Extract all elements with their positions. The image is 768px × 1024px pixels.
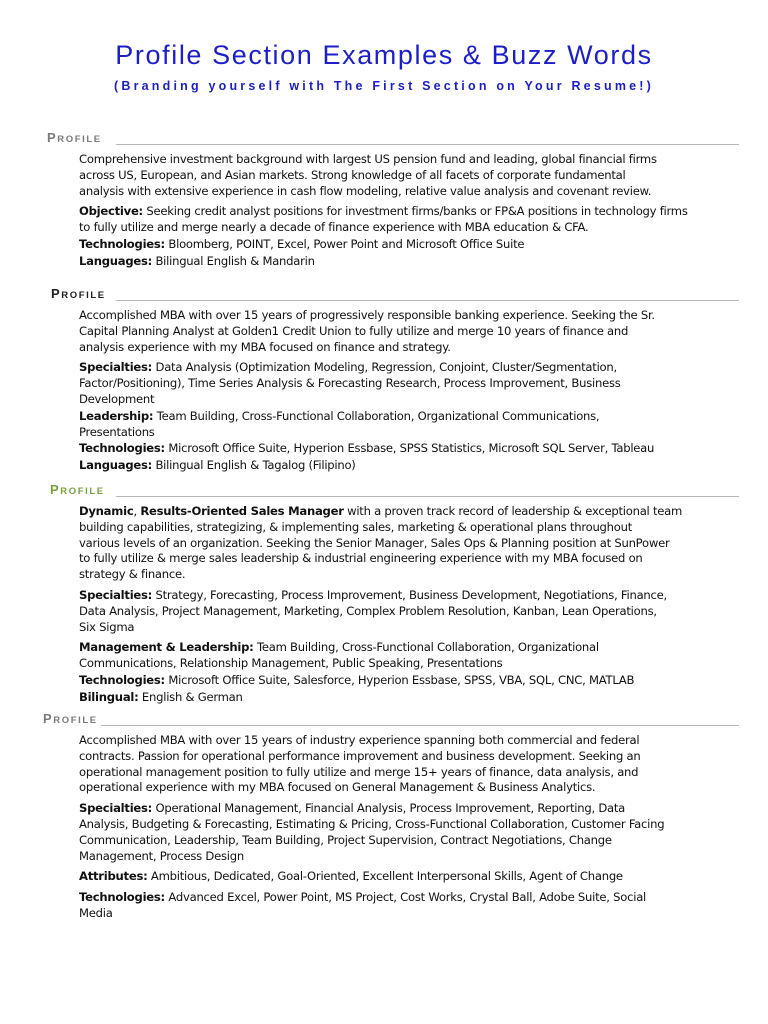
- section-body: [79, 504, 731, 706]
- profile-paragraph: [79, 504, 731, 583]
- profile-paragraph: [79, 409, 731, 441]
- text-line: [79, 817, 731, 833]
- text-content: Communication, Leadership, Team Building, Project Supervision, Contract Negotiations, Change: [79, 832, 612, 847]
- text-content: Bloomberg, POINT, Excel, Power Point and Microsoft Office Suite: [164, 236, 525, 251]
- text-content: Analysis, Budgeting & Forecasting, Estimating & Pricing, Cross-Functional Collaboration, Customer Facing: [79, 816, 665, 831]
- profile-paragraph: [79, 458, 731, 474]
- text-line: [79, 640, 731, 656]
- profile-paragraph: [79, 588, 731, 635]
- text-line: [79, 504, 731, 520]
- profile-paragraph: [79, 308, 731, 355]
- text-line: [79, 254, 731, 270]
- text-content: operational experience with my MBA focused on General Management & Business Analytics.: [79, 780, 596, 795]
- profile-paragraph: [79, 640, 731, 672]
- text-line: [79, 184, 731, 200]
- section-body: [79, 308, 731, 474]
- text-line: [79, 551, 731, 567]
- field-label: Languages:: [79, 458, 153, 473]
- section-heading-initial: P: [50, 482, 61, 497]
- text-line: [79, 588, 731, 604]
- text-content: Accomplished MBA with over 15 years of industry experience spanning both commercial and federal: [79, 733, 640, 747]
- text-line: [79, 324, 731, 340]
- text-content: to fully utilize and merge nearly a decade of finance experience with MBA education & CFA.: [79, 220, 589, 235]
- section-heading-rest: ROFILE: [60, 486, 105, 497]
- text-content: Data Analysis, Project Management, Marketing, Complex Problem Resolution, Kanban, Lean Operations,: [79, 603, 657, 618]
- text-line: [79, 441, 731, 457]
- field-label: Languages:: [79, 253, 153, 268]
- text-line: [79, 620, 731, 636]
- field-label: Objective:: [79, 204, 143, 219]
- text-content: various levels of an organization. Seeking the Senior Manager, Sales Ops & Planning position at SunPower: [79, 535, 670, 550]
- text-content: Team Building, Cross-Functional Collaboration, Organizational Communications,: [153, 408, 600, 423]
- text-line: [79, 376, 731, 392]
- text-content: strategy & finance.: [79, 567, 186, 582]
- text-line: [79, 765, 731, 781]
- profile-paragraph: [79, 869, 731, 885]
- text-line: [79, 890, 731, 906]
- text-line: [79, 392, 731, 408]
- section-heading-rest: ROFILE: [53, 715, 98, 726]
- text-line: [79, 536, 731, 552]
- text-content: Bilingual English & Mandarin: [152, 253, 315, 268]
- profile-paragraph: [79, 237, 731, 253]
- text-content: English & German: [138, 689, 243, 704]
- profile-paragraph: [79, 801, 731, 864]
- section-divider: [101, 725, 739, 726]
- field-label: Specialties:: [79, 801, 153, 816]
- text-content: analysis experience with my MBA focused on finance and strategy.: [79, 339, 451, 354]
- label-separator: ,: [133, 504, 141, 518]
- text-content: Factor/Positioning), Time Series Analysis & Forecasting Research, Process Improvement, Business: [79, 376, 621, 391]
- text-line: [79, 780, 731, 796]
- text-line: [79, 458, 731, 474]
- text-line: [79, 340, 731, 356]
- section-heading: [47, 130, 102, 145]
- text-line: [79, 567, 731, 583]
- section-heading: [51, 286, 106, 301]
- text-content: Media: [79, 905, 113, 920]
- text-content: Advanced Excel, Power Point, MS Project, Cost Works, Crystal Ball, Adobe Suite, Social: [164, 890, 647, 905]
- field-label: Specialties:: [79, 360, 153, 375]
- text-content: analysis with extensive experience in cash flow modeling, relative value analysis and covenant review.: [79, 183, 652, 198]
- text-content: Strategy, Forecasting, Process Improvement, Business Development, Negotiations, Finance,: [152, 587, 667, 602]
- text-line: [79, 360, 731, 376]
- text-line: [79, 690, 731, 706]
- text-line: [79, 168, 731, 184]
- text-line: [79, 425, 731, 441]
- text-line: [79, 604, 731, 620]
- text-content: Communications, Relationship Management, Public Speaking, Presentations: [79, 656, 503, 671]
- profile-paragraph: [79, 890, 731, 922]
- section-divider: [116, 496, 739, 497]
- text-content: Microsoft Office Suite, Salesforce, Hyperion Essbase, SPSS, VBA, SQL, CNC, MATLAB: [164, 672, 635, 687]
- profile-paragraph: [79, 204, 731, 236]
- field-label: Specialties:: [79, 587, 153, 602]
- text-content: Comprehensive investment background with largest US pension fund and leading, global financial firms: [79, 152, 657, 166]
- section-divider: [116, 144, 739, 145]
- text-line: [79, 733, 731, 749]
- text-line: [79, 520, 731, 536]
- text-content: Development: [79, 391, 155, 406]
- text-content: Ambitious, Dedicated, Goal-Oriented, Excellent Interpersonal Skills, Agent of Change: [147, 869, 623, 884]
- text-line: [79, 152, 731, 168]
- text-line: [79, 801, 731, 817]
- text-line: [79, 869, 731, 885]
- text-content: Team Building, Cross-Functional Collaboration, Organizational: [253, 640, 599, 655]
- profile-paragraph: [79, 690, 731, 706]
- page-subtitle: (Branding yourself with The First Section on Your Resume!): [113, 79, 655, 93]
- text-content: contracts. Passion for operational performance improvement and business development. Seeking an: [79, 748, 641, 763]
- text-line: [79, 673, 731, 689]
- section-heading-rest: ROFILE: [61, 290, 106, 301]
- text-line: [79, 906, 731, 922]
- text-content: Bilingual English & Tagalog (Filipino): [152, 458, 356, 473]
- section-body: [79, 152, 731, 270]
- field-label: Attributes:: [79, 869, 148, 884]
- text-line: [79, 409, 731, 425]
- section-heading-initial: P: [47, 130, 58, 145]
- text-content: across US, European, and Asian markets. Strong knowledge of all facets of corporate fundamental: [79, 167, 626, 182]
- profile-paragraph: [79, 254, 731, 270]
- section-heading: [43, 711, 98, 726]
- field-label: Technologies:: [79, 672, 165, 687]
- text-content: Capital Planning Analyst at Golden1 Credit Union to fully utilize and merge 10 years of finance and: [79, 323, 629, 338]
- text-line: [79, 833, 731, 849]
- text-line: [79, 308, 731, 324]
- text-content: Data Analysis (Optimization Modeling, Regression, Conjoint, Cluster/Segmentation,: [152, 360, 617, 375]
- text-content: Management, Process Design: [79, 848, 244, 863]
- text-content: building capabilities, strategizing, & implementing sales, marketing & operational plans throughout: [79, 519, 633, 534]
- field-label: Bilingual:: [79, 689, 139, 704]
- text-content: operational management position to fully utilize and merge 15+ years of finance, data analysis, and: [79, 764, 639, 779]
- field-label: Technologies:: [79, 236, 165, 251]
- text-line: [79, 204, 731, 220]
- field-label: Management & Leadership:: [79, 640, 254, 655]
- section-heading: [50, 482, 105, 497]
- field-label-emphasis: Results-Oriented Sales Manager: [140, 504, 344, 518]
- profile-paragraph: [79, 360, 731, 407]
- field-label: Technologies:: [79, 441, 165, 456]
- profile-paragraph: [79, 441, 731, 457]
- section-heading-initial: P: [51, 286, 62, 301]
- text-content: Operational Management, Financial Analysis, Process Improvement, Reporting, Data: [152, 801, 625, 816]
- text-content: Six Sigma: [79, 619, 135, 634]
- text-content: with a proven track record of leadership & exceptional team: [343, 504, 683, 518]
- page-title: Profile Section Examples & Buzz Words: [115, 40, 653, 70]
- profile-paragraph: [79, 673, 731, 689]
- text-content: Presentations: [79, 424, 155, 439]
- text-line: [79, 220, 731, 236]
- profile-paragraph: [79, 733, 731, 796]
- section-divider: [116, 300, 739, 301]
- text-content: Accomplished MBA with over 15 years of progressively responsible banking experience. Seeking the Sr.: [79, 308, 655, 322]
- section-body: [79, 733, 731, 922]
- field-label: Dynamic: [79, 504, 134, 518]
- text-content: Seeking credit analyst positions for investment firms/banks or FP&A positions in technology firms: [142, 204, 688, 219]
- section-heading-initial: P: [43, 711, 54, 726]
- text-line: [79, 749, 731, 765]
- section-heading-rest: ROFILE: [57, 134, 102, 145]
- text-line: [79, 656, 731, 672]
- text-content: to fully utilize & merge sales leadership & industrial engineering experience with my MBA focused on: [79, 551, 643, 566]
- text-line: [79, 237, 731, 253]
- field-label: Leadership:: [79, 408, 154, 423]
- text-line: [79, 849, 731, 865]
- field-label: Technologies:: [79, 890, 165, 905]
- text-content: Microsoft Office Suite, Hyperion Essbase, SPSS Statistics, Microsoft SQL Server, Tableau: [164, 441, 655, 456]
- profile-paragraph: [79, 152, 731, 199]
